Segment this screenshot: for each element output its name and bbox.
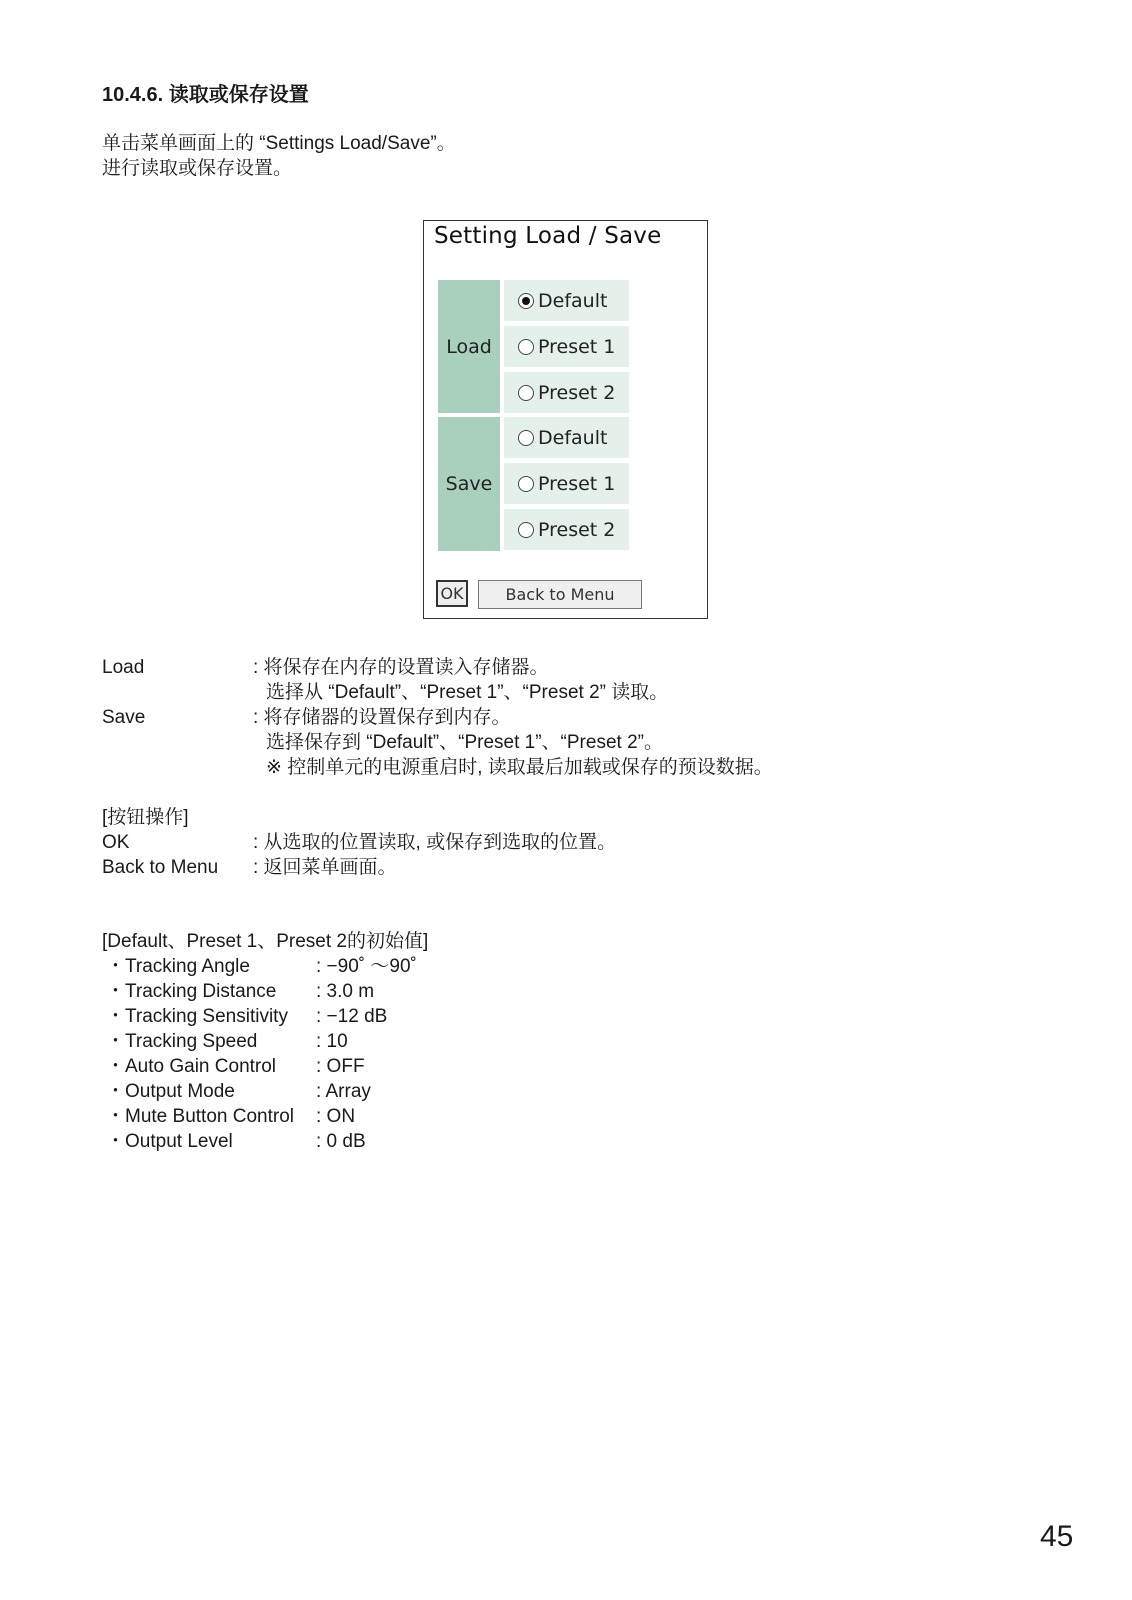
- ok-button[interactable]: OK: [436, 580, 468, 607]
- back-to-menu-button[interactable]: Back to Menu: [478, 580, 642, 609]
- load-group-label: Load: [438, 280, 500, 413]
- option-label: Preset 1: [538, 335, 616, 358]
- ok-description: : 从选取的位置读取, 或保存到选取的位置。: [253, 832, 617, 853]
- default-item-label: ・Tracking Speed: [106, 1031, 258, 1052]
- load-option-default[interactable]: [504, 280, 629, 321]
- default-item-value: : OFF: [316, 1056, 365, 1077]
- save-description-detail: 选择保存到 “Default”、“Preset 1”、“Preset 2”。: [266, 732, 663, 753]
- option-label: Preset 2: [538, 518, 616, 541]
- default-item-value: : 10: [316, 1031, 348, 1052]
- save-group-label: Save: [438, 417, 500, 551]
- section-heading: 10.4.6. 读取或保存设置: [102, 84, 309, 106]
- panel-title: Setting Load / Save: [434, 223, 662, 249]
- button-ops-header: [按钮操作]: [102, 807, 189, 828]
- radio-icon[interactable]: [518, 430, 534, 446]
- ok-term: OK: [102, 832, 130, 853]
- defaults-header: [Default、Preset 1、Preset 2的初始值]: [102, 931, 429, 952]
- default-item-label: ・Tracking Sensitivity: [106, 1006, 288, 1027]
- default-item-label: ・Tracking Angle: [106, 956, 250, 977]
- option-label: Default: [538, 426, 608, 449]
- intro-line-2: 进行读取或保存设置。: [102, 158, 293, 179]
- load-option-preset-1[interactable]: [504, 326, 629, 367]
- default-item-value: : 0 dB: [316, 1131, 366, 1152]
- radio-icon[interactable]: [518, 385, 534, 401]
- load-term: Load: [102, 657, 145, 678]
- save-option-preset-2[interactable]: [504, 509, 629, 550]
- default-item-label: ・Auto Gain Control: [106, 1056, 277, 1077]
- default-item-label: ・Tracking Distance: [106, 981, 277, 1002]
- settings-load-save-screenshot: [423, 220, 708, 619]
- radio-icon[interactable]: [518, 339, 534, 355]
- default-item-value: : Array: [316, 1081, 371, 1102]
- intro-text: [102, 131, 456, 181]
- option-label: Default: [538, 289, 608, 312]
- radio-icon[interactable]: [518, 476, 534, 492]
- intro-line-1: 单击菜单画面上的 “Settings Load/Save”。: [102, 133, 456, 154]
- back-term: Back to Menu: [102, 857, 219, 878]
- radio-checked-icon[interactable]: [518, 293, 534, 309]
- default-item-value: : −12 dB: [316, 1006, 388, 1027]
- save-term: Save: [102, 707, 146, 728]
- default-item-label: ・Output Mode: [106, 1081, 235, 1102]
- back-description: : 返回菜单画面。: [253, 857, 397, 878]
- page-number: 45: [1040, 1520, 1074, 1553]
- load-description-detail: 选择从 “Default”、“Preset 1”、“Preset 2” 读取。: [266, 682, 669, 703]
- default-item-label: ・Output Level: [106, 1131, 233, 1152]
- option-label: Preset 2: [538, 381, 616, 404]
- save-option-default[interactable]: [504, 417, 629, 458]
- load-description: : 将保存在内存的设置读入存储器。: [253, 657, 549, 678]
- default-item-value: : −90˚ 〜90˚: [316, 956, 417, 977]
- load-option-preset-2[interactable]: [504, 372, 629, 413]
- default-item-value: : 3.0 m: [316, 981, 375, 1002]
- radio-icon[interactable]: [518, 522, 534, 538]
- option-label: Preset 1: [538, 472, 616, 495]
- default-item-value: : ON: [316, 1106, 356, 1127]
- save-option-preset-1[interactable]: [504, 463, 629, 504]
- save-description: : 将存储器的设置保存到内存。: [253, 707, 511, 728]
- save-note: ※ 控制单元的电源重启时, 读取最后加载或保存的预设数据。: [266, 757, 773, 778]
- default-item-label: ・Mute Button Control: [106, 1106, 294, 1127]
